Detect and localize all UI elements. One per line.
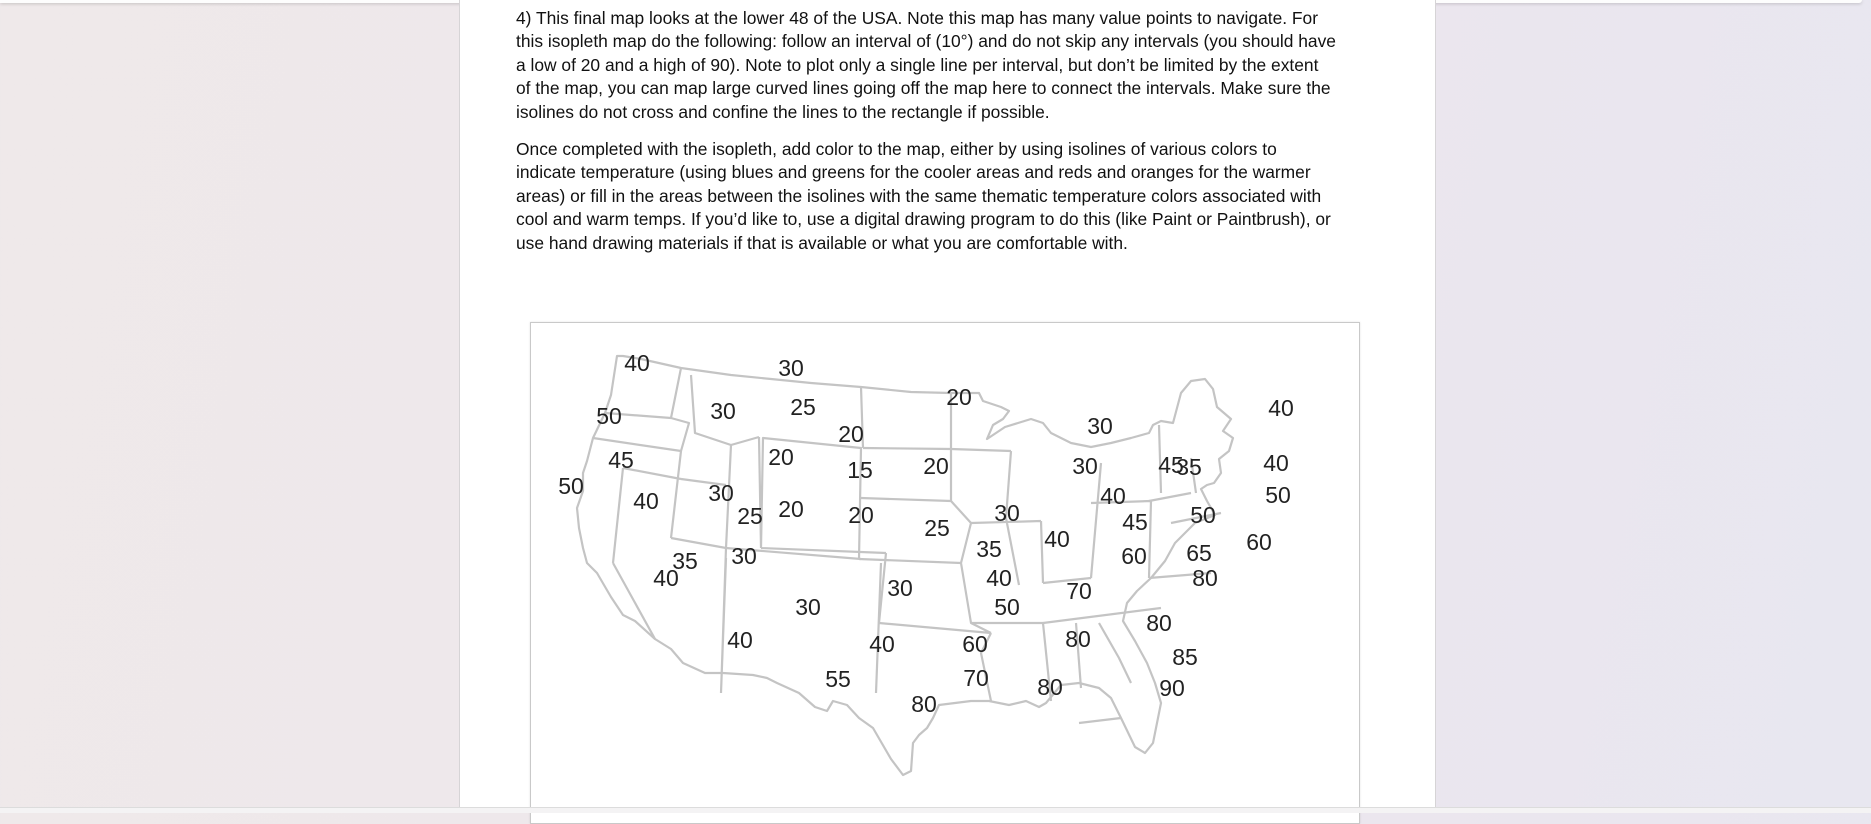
temperature-value-label: 15 [847,457,873,483]
temperature-value-label: 25 [924,515,950,541]
temperature-value-label: 45 [1122,509,1148,535]
temperature-value-label: 50 [558,473,584,499]
temperature-value-label: 30 [708,480,734,506]
temperature-value-label: 40 [624,350,650,376]
temperature-value-label: 20 [946,384,972,410]
temperature-value-label: 35 [1176,454,1202,480]
temperature-value-label: 20 [838,421,864,447]
temperature-value-label: 25 [737,503,763,529]
instruction-paragraph-1: 4) This final map looks at the lower 48 of the USA. Note this map has many value points to navigate. For this isopleth map do the following: follow an interval of (10°) and do not skip any intervals (you should have a low of 20 and a high of 90). Note to plot only a single line per interval, but don’t be limited by the extent of the map, you can map large curved lines going off the map here to connect the intervals. Make sure the isolines do not cross and confine the lines to the rectangle if possible. [516,8,1336,122]
temperature-value-label: 20 [768,444,794,470]
temperature-value-label: 45 [608,447,634,473]
temperature-value-label: 85 [1172,644,1198,670]
temperature-value-label: 20 [923,453,949,479]
temperature-value-label: 30 [795,594,821,620]
temperature-value-label: 30 [710,398,736,424]
temperature-value-label: 50 [994,594,1020,620]
temperature-value-label: 50 [1265,482,1291,508]
temperature-value-label: 60 [1246,529,1272,555]
temperature-value-label: 25 [790,394,816,420]
temperature-value-label: 80 [1037,674,1063,700]
temperature-value-label: 55 [825,666,851,692]
usa-temperature-map [530,322,1360,824]
temperature-value-label: 30 [731,543,757,569]
temperature-value-label: 35 [976,536,1002,562]
temperature-value-label: 80 [1065,626,1091,652]
temperature-value-label: 40 [1263,450,1289,476]
temperature-value-label: 40 [633,488,659,514]
bottom-scroll-bar [0,807,1871,813]
temperature-value-label: 40 [1100,483,1126,509]
temperature-value-label: 60 [1121,543,1147,569]
temperature-value-label: 40 [986,565,1012,591]
temperature-value-label: 20 [848,502,874,528]
temperature-value-label: 70 [1066,578,1092,604]
temperature-value-label: 50 [596,403,622,429]
temperature-value-label: 50 [1190,502,1216,528]
temperature-value-label: 30 [778,355,804,381]
temperature-value-label: 90 [1159,675,1185,701]
usa-map-svg [531,323,1359,823]
temperature-value-label: 80 [911,691,937,717]
temperature-value-label: 80 [1192,565,1218,591]
instruction-paragraph-2: Once completed with the isopleth, add color to the map, either by using isolines of various colors to indicate temperature (using blues and greens for the cooler areas and reds and oranges for the warmer areas) or fill in the areas between the isolines with the same thematic temperature colors associated with cool and warm temps. If you’d like to, use a digital drawing program to do this (like Paint or Paintbrush), or use hand drawing materials if that is available or what you are comfortable with. [516,139,1331,253]
temperature-value-label: 40 [1044,526,1070,552]
temperature-value-label: 80 [1146,610,1172,636]
temperature-value-label: 30 [887,575,913,601]
temperature-value-label: 30 [1072,453,1098,479]
temperature-value-label: 40 [727,627,753,653]
temperature-value-label: 40 [1268,395,1294,421]
temperature-value-label: 40 [869,631,895,657]
document-page[interactable] [459,0,1436,812]
temperature-value-label: 35 [672,548,698,574]
temperature-value-label: 30 [994,500,1020,526]
temperature-value-label: 70 [963,665,989,691]
temperature-value-label: 20 [778,496,804,522]
temperature-value-label: 45 [1158,452,1184,478]
temperature-value-label: 30 [1087,413,1113,439]
temperature-value-label: 60 [962,631,988,657]
temperature-value-label: 65 [1186,540,1212,566]
temperature-value-label: 40 [653,565,679,591]
